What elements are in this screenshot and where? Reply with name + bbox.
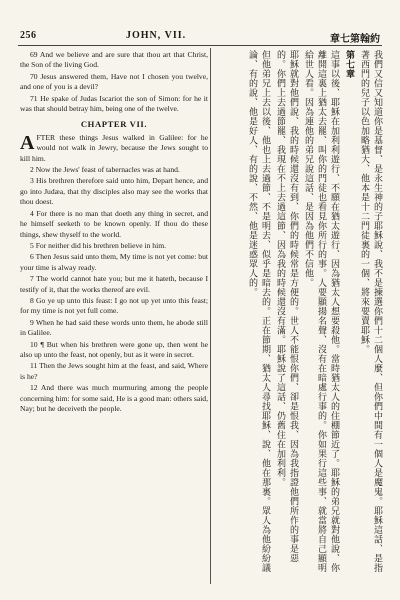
chinese-verses-6-9: 耶穌就對他們說、我的時候還沒有到、你們的時候常是方便的。世人不能恨你們、卻是恨我、因為我指證他們所作的事是惡的。你們上去過節罷、我現在不上去過這節、因為我的時候還沒有滿。耶穌說了這話、仍舊住在加利利。 [276, 50, 299, 563]
verse-1-text: FTER these things Jesus walked in Galilee: for he would not walk in Jewry, because the Jews sought to kill him. [20, 132, 208, 163]
page-title: JOHN, VII. [126, 30, 187, 41]
verse-12: 12 And there was much murmuring among the people concerning him: for some said, He is a good man: others said, Nay; but he deceiveth the people. [20, 383, 208, 413]
chinese-verses-10-12: 但他弟兄上去以後、他也上去過節、不是明去、似乎是暗去的。正在節期、猶太人尋找耶穌、說、他在那裏。眾人為他紛紛議論、有的說、他是好人、有的說、不然、他是迷惑眾人的。 [248, 50, 271, 573]
chinese-verses-69-71: 我們又信又知道你是基督、是永生神的子耶穌說、我不是揀選你們十二個人麼、但你們中間有一個人是魔鬼。耶穌這話、是指著西門的兒子以色加略猶大、他本是十二門徒裏的一個、將來要賣耶穌。 [360, 50, 383, 573]
verse-10: 10 ¶ But when his brethren were gone up, then went he also up unto the feast, not openly, but as it were in secret. [20, 339, 208, 359]
chinese-chapter-heading: 第七章 [345, 50, 355, 79]
verse-6: 6 Then Jesus said unto them, My time is not yet come: but your time is alway ready. [20, 252, 208, 272]
verse-2: 2 Now the Jews' feast of tabernacles was at hand. [30, 165, 180, 175]
verse-4: 4 For there is no man that doeth any thing in secret, and he himself seeketh to be known openly. If thou do these things, shew thyself to the world. [20, 208, 208, 239]
english-column [20, 50, 208, 578]
drop-cap: A [20, 131, 35, 154]
verse-8: 8 Go ye up unto this feast: I go not up yet unto this feast; for my time is not yet full come. [20, 295, 208, 316]
header-rule [18, 45, 382, 46]
verse-70: 70 Jesus answered them, Have not I chosen you twelve, and one of you is a devil? [20, 71, 208, 92]
column-divider [210, 48, 211, 584]
chinese-page-title: 章七第翰約 [330, 34, 380, 45]
verse-11: 11 Then the Jews sought him at the feast, and said, Where is he? [20, 361, 208, 381]
verse-3: 3 His brethren therefore said unto him, Depart hence, and go into Judæa, that thy disciples also may see the works that thou doest. [20, 176, 208, 207]
chapter-heading: CHAPTER VII. [80, 119, 148, 130]
verse-9: 9 When he had said these words unto them, he abode still in Galilee. [20, 317, 208, 338]
verse-71: 71 He spake of Judas Iscariot the son of Simon: for he it was that should betray him, being one of the twelve. [20, 93, 208, 114]
verse-5: 5 For neither did his brethren believe in him. [30, 240, 167, 250]
verse-69: 69 And we believe and are sure that thou art that Christ, the Son of the living God. [20, 50, 208, 70]
page-number: 256 [20, 30, 37, 41]
chinese-verses-1-5: 這事以後、耶穌在加利利遊行、不願在猶太遊行、因為猶太人想要殺他。當時猶太人的住棚節近了。耶穌的弟兄就對他說、你離開這裏上猶太去罷、叫你的門徒也看見你所行的事。人要顯揚名聲、沒有在暗處行事的。你如果行這些事、就當將自己顯明給世人看。因為連他的弟兄說這話、是因為他們不信他。 [304, 50, 340, 573]
verse-1 [20, 133, 208, 164]
verse-7: 7 The world cannot hate you; but me it hateth, because I testify of it, that the works thereof are evil. [20, 274, 208, 294]
chinese-column [216, 50, 384, 578]
